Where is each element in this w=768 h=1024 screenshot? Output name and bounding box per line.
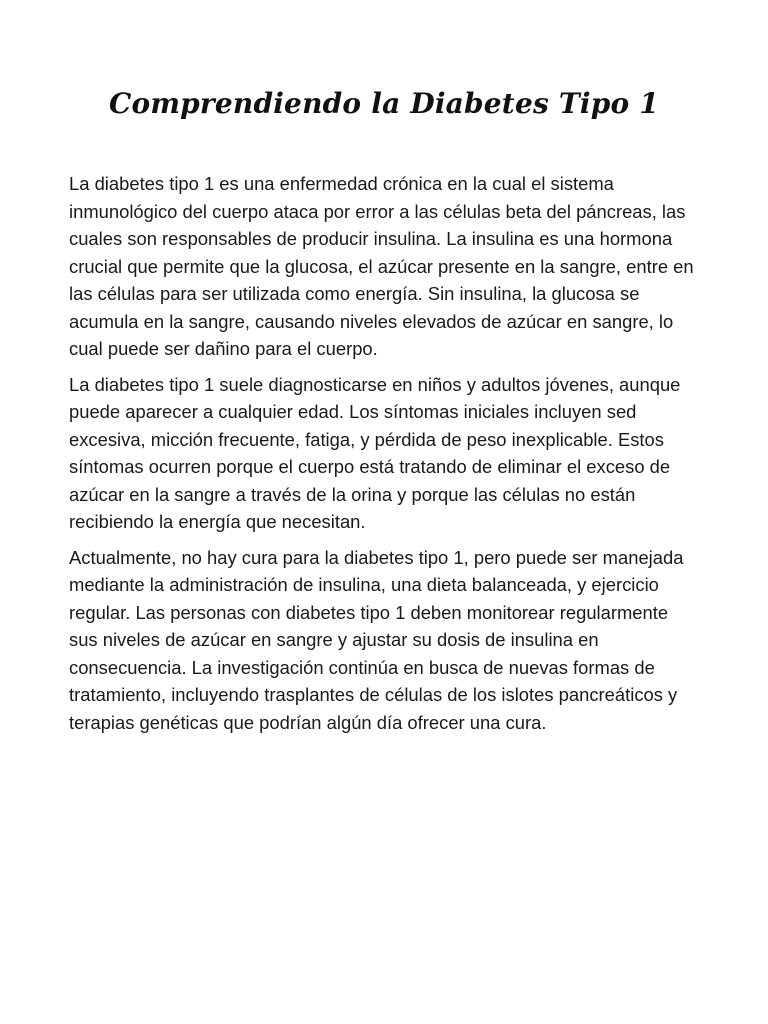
- paragraph-3: Actualmente, no hay cura para la diabetes tipo 1, pero puede ser manejada mediante la administración de insulina, una dieta balanceada, y ejercicio regular. Las personas con diabetes tipo 1 deben monitorear regularmente sus niveles de azúcar en sangre y ajustar su dosis de insulina en consecuencia. La investigación continúa en busca de nuevas formas de tratamiento, incluyendo trasplantes de células de los islotes pancreáticos y terapias genéticas que podrían algún día ofrecer una cura.: [69, 546, 684, 733]
- document-body: [69, 170, 699, 744]
- paragraph-1: La diabetes tipo 1 es una enfermedad crónica en la cual el sistema inmunológico del cuerpo ataca por error a las células beta del páncreas, las cuales son responsables de producir insulina. La insulina es una hormona crucial que permite que la glucosa, el azúcar presente en la sangre, entre en las células para ser utilizada como energía. Sin insulina, la glucosa se acumula en la sangre, causando niveles elevados de azúcar en sangre, lo cual puede ser dañino para el cuerpo.: [69, 173, 694, 359]
- paragraph-2: La diabetes tipo 1 suele diagnosticarse en niños y adultos jóvenes, aunque puede aparecer a cualquier edad. Los síntomas iniciales incluyen sed excesiva, micción frecuente, fatiga, y pérdida de peso inexplicable. Estos síntomas ocurren porque el cuerpo está tratando de eliminar el exceso de azúcar en la sangre a través de la orina y porque las células no están recibiendo la energía que necesitan.: [69, 373, 681, 532]
- document-title: Comprendiendo la Diabetes Tipo 1: [108, 87, 660, 120]
